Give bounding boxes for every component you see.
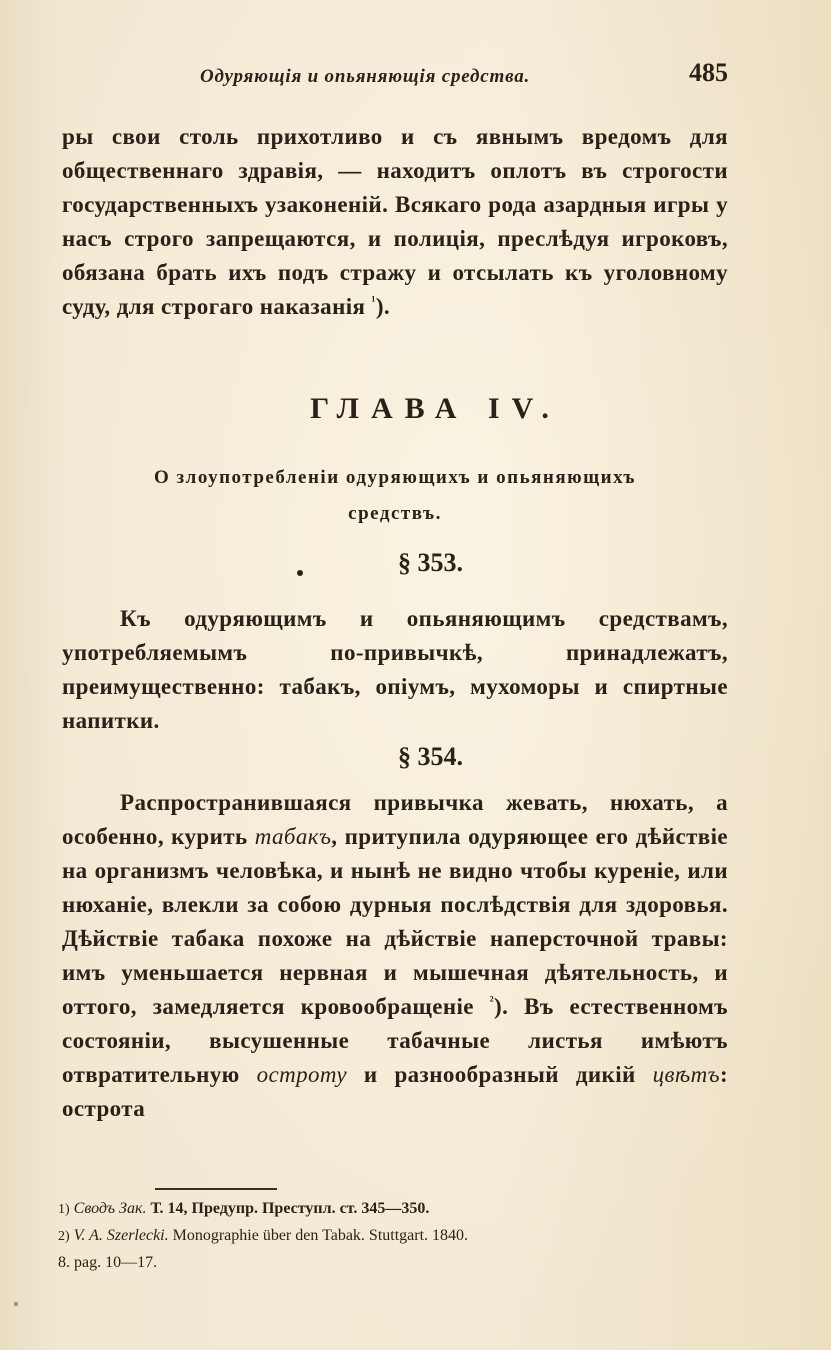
section-354-number: § 354.: [398, 742, 463, 771]
footnotes: [58, 1196, 728, 1276]
footnote-ref-2: ²: [489, 993, 495, 1008]
section-353-text: Къ одуряющимъ и опьяняющимъ средствамъ, употребляемымъ по-привычкѣ, принадлежатъ, преимущественно: табакъ, опіумъ, мухоморы и спиртные напитки.: [62, 606, 728, 733]
emphasis-tabak: табакъ: [254, 824, 332, 849]
section-354-text-a: Распространившаяся привычка жевать, нюхать, а особенно, курить: [62, 790, 728, 849]
footnote-1-source: Сводъ Зак.: [73, 1200, 147, 1217]
chapter-subtitle-line-2: средствъ.: [348, 503, 442, 524]
emphasis-ostrotu: остроту: [256, 1062, 347, 1087]
emphasis-tsvet: цвѣтъ: [652, 1062, 720, 1087]
footnote-rule: [155, 1188, 277, 1190]
section-353-number: § 353.: [398, 548, 463, 577]
section-353-body: [62, 602, 728, 738]
footnote-2-number: 2): [58, 1229, 70, 1244]
page-speck: [14, 1302, 18, 1306]
footnote-2: [58, 1223, 728, 1250]
chapter-subtitle-line-1: О злоупотребленіи одуряющихъ и опьяняющихъ: [154, 467, 636, 488]
section-354-body: [62, 786, 728, 1126]
section-354-text-d: и разнообразный дикій: [363, 1062, 636, 1087]
footnote-ref-1: ¹: [371, 293, 376, 308]
section-354-text-c: ). Въ естественномъ состояніи, высушенные табачные листья имѣютъ отвратительную: [62, 994, 728, 1087]
footnote-2-text: Monographie über den Tabak. Stuttgart. 1840.: [172, 1227, 469, 1244]
footnote-1-number: 1): [58, 1202, 70, 1217]
footnote-2-continuation: 8. pag. 10—17.: [58, 1254, 158, 1271]
chapter-title: ГЛАВА IV.: [310, 392, 561, 425]
footnote-1: [58, 1196, 728, 1223]
paragraph-continuation: [62, 120, 728, 324]
paragraph-1-text: ры свои столь прихотливо и съ явнымъ вредомъ для общественнаго здравія, — находитъ оплотъ въ строгости государственныхъ узаконеній. Всякаго рода азардныя игры у насъ строго запрещаются, и полиція, преслѣдуя игроковъ, обязана брать ихъ подъ стражу и отсылать къ уголовному суду, для строгаго наказанія: [62, 124, 728, 319]
paragraph-1-end: ).: [375, 294, 391, 319]
page-number: 485: [689, 58, 728, 87]
section-354-text-e: : острота: [62, 1062, 728, 1121]
running-title: Одуряющія и опьяняющія средства.: [200, 66, 531, 87]
chapter-subtitle: [62, 460, 728, 532]
footnote-2-author: V. A. Szerlecki.: [73, 1227, 169, 1244]
section-354-text-b: , притупила одуряющее его дѣйствіе на организмъ человѣка, и нынѣ не видно чтобы куреніе, или нюханіе, влекли за собою дурныя послѣдствія для здоровья. Дѣйствіе табака похоже на дѣйствіе наперсточной травы: имъ уменьшается нервная и мышечная дѣятельность, и оттого, замедляется кровообращеніе: [62, 824, 728, 1019]
page-header: [200, 58, 740, 92]
footnote-1-text: Т. 14, Предупр. Преступл. ст. 345—350.: [150, 1200, 430, 1217]
